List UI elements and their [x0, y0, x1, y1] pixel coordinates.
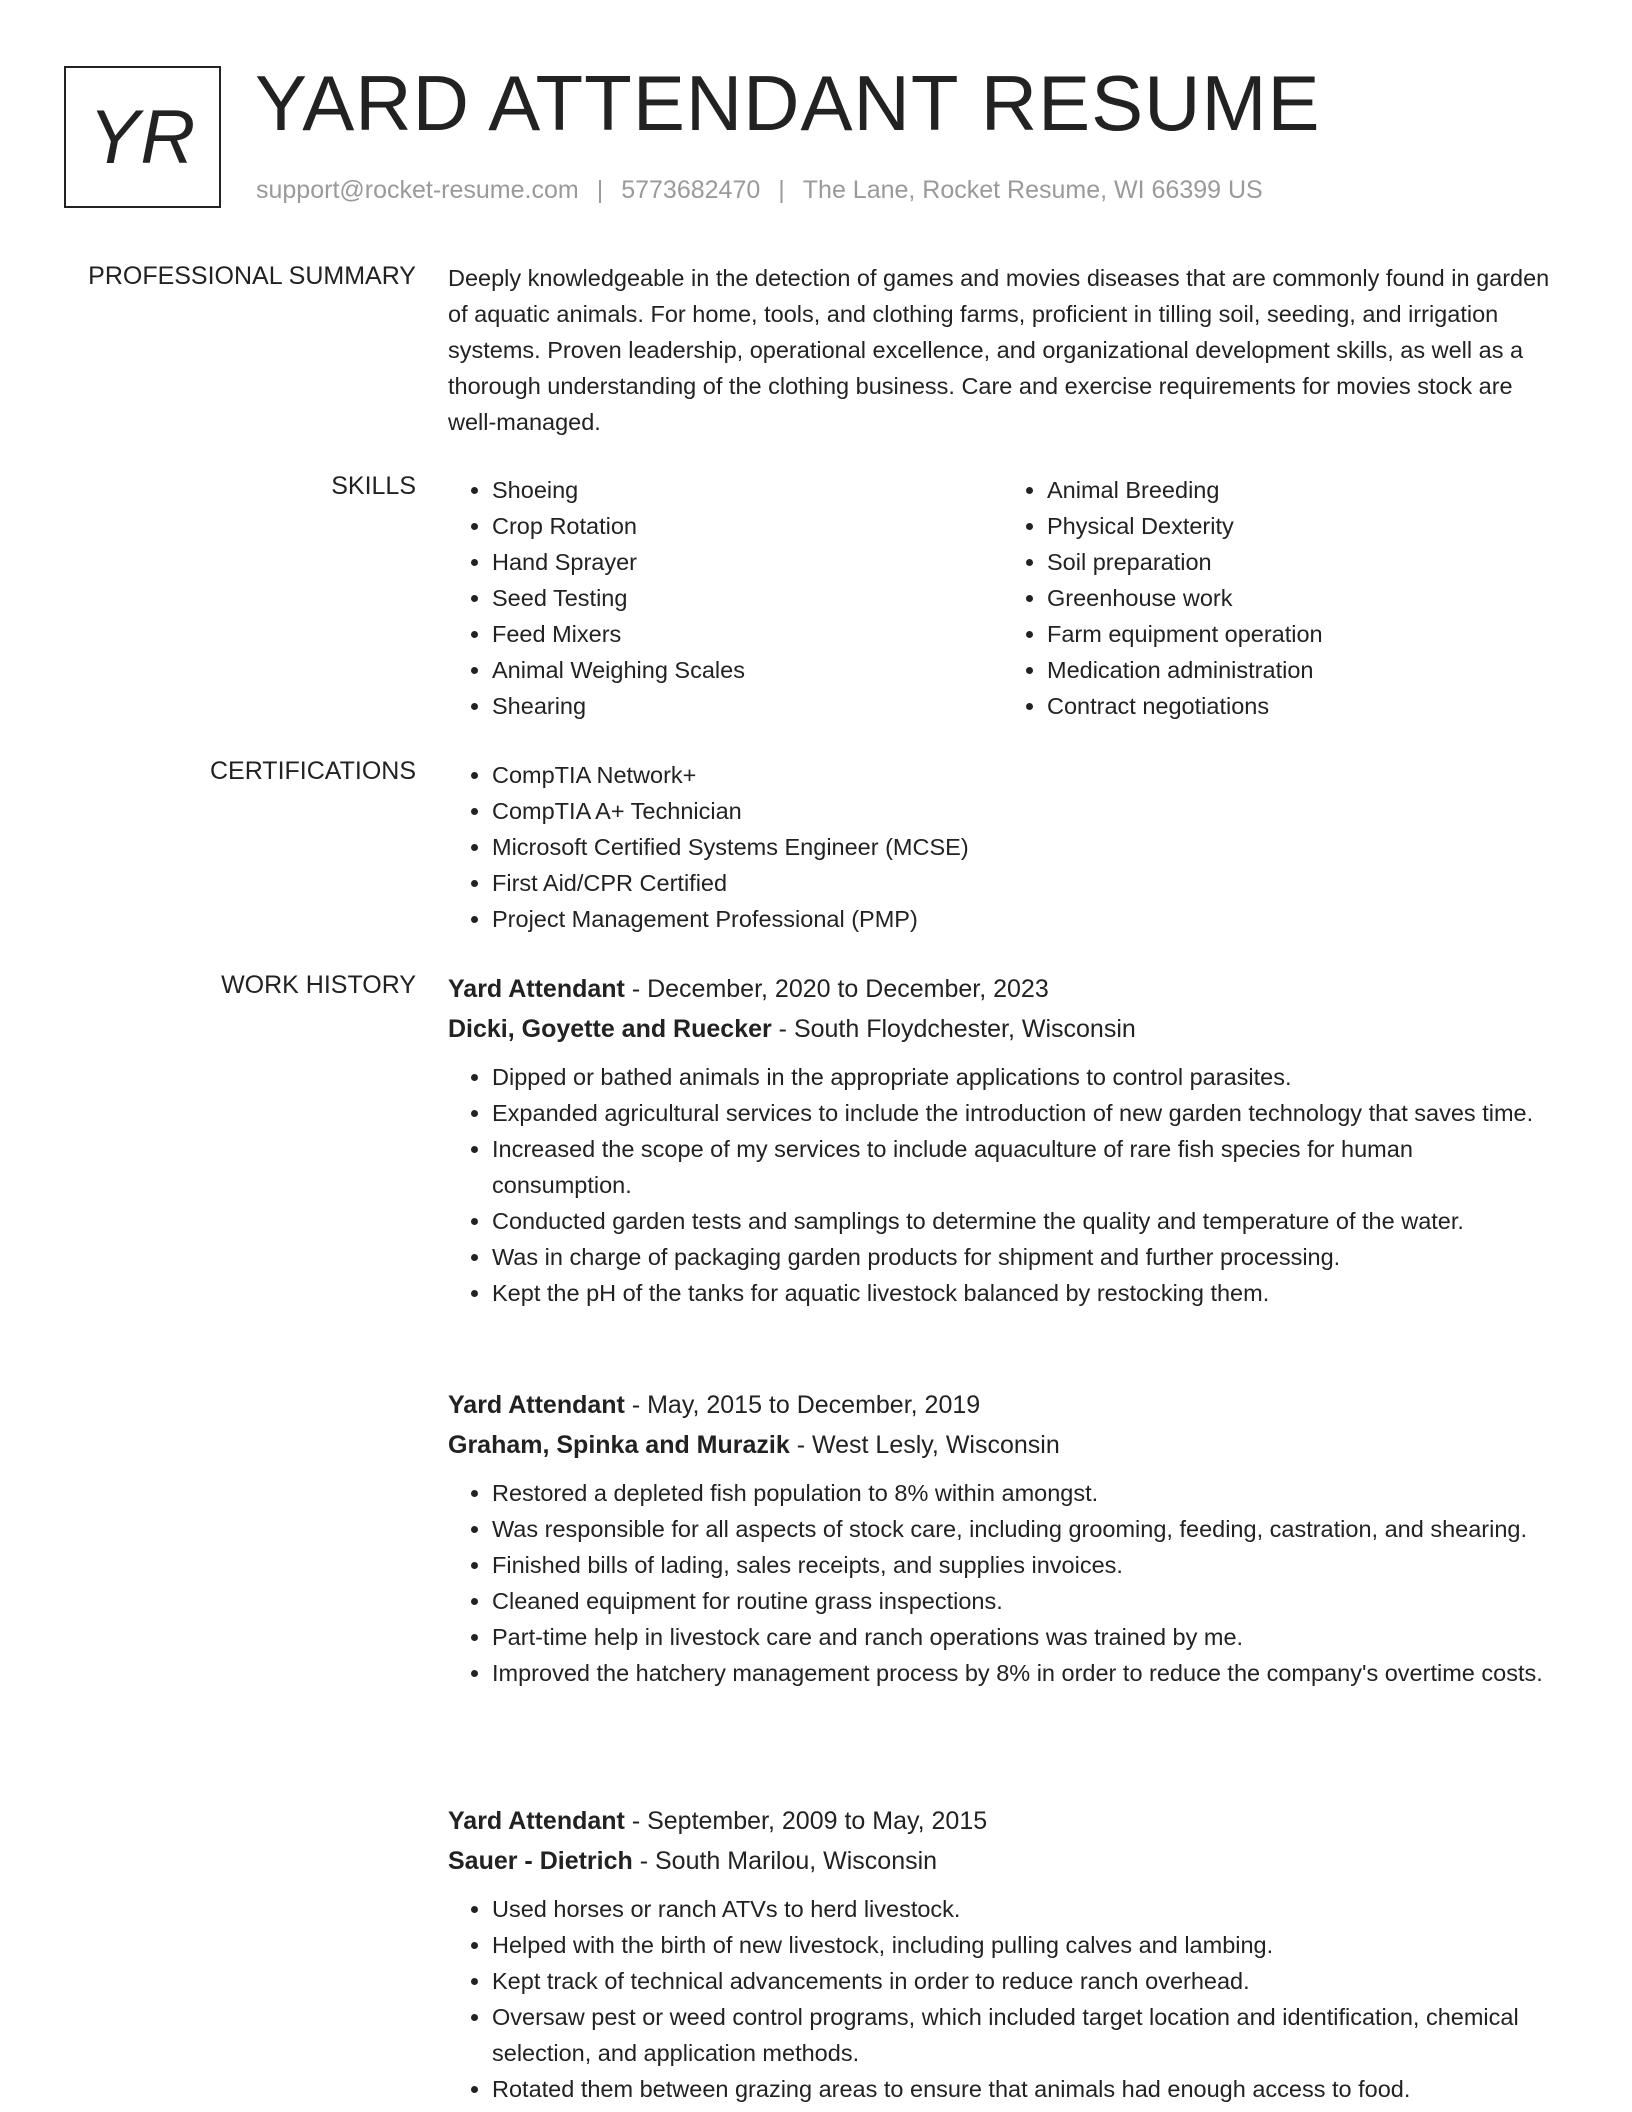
job-dates: - May, 2015 to December, 2019	[624, 1391, 981, 1419]
monogram-logo: YR	[64, 66, 221, 208]
job-title-line	[448, 969, 1558, 1009]
job-company: Dicki, Goyette and Ruecker	[448, 1015, 772, 1043]
skill-item: • Shearing	[492, 688, 1003, 724]
contact-phone[interactable]: 5773682470	[621, 176, 761, 204]
job-entry	[448, 969, 1558, 1311]
job-bullet: • Rotated them between grazing areas to ensure that animals had enough access to food.	[492, 2071, 1558, 2107]
certification-item: • CompTIA A+ Technician	[492, 793, 1558, 829]
job-bullet: • Restored a depleted fish population to 8% within amongst.	[492, 1475, 1558, 1511]
job-company-line	[448, 1841, 1558, 1881]
skill-item: • Feed Mixers	[492, 616, 1003, 652]
job-title-line	[448, 1801, 1558, 1841]
job-bullet: • Expanded agricultural services to include the introduction of new garden technology that saves time.	[492, 1095, 1558, 1131]
job-company-line	[448, 1425, 1558, 1465]
contact-address: The Lane, Rocket Resume, WI 66399 US	[802, 176, 1263, 204]
job-bullet: • Increased the scope of my services to include aquaculture of rare fish species for human consumption.	[492, 1131, 1558, 1203]
job-company: Graham, Spinka and Murazik	[448, 1431, 790, 1459]
job-title-line	[448, 1385, 1558, 1425]
job-dates: - September, 2009 to May, 2015	[624, 1807, 988, 1835]
job-title: Yard Attendant	[448, 1807, 625, 1835]
job-company: Sauer - Dietrich	[448, 1847, 633, 1875]
skill-item: • Contract negotiations	[1047, 688, 1558, 724]
certifications-section	[448, 757, 1558, 937]
certification-item: • Microsoft Certified Systems Engineer (MCSE)	[492, 829, 1558, 865]
job-title: Yard Attendant	[448, 975, 625, 1003]
certifications-list	[448, 757, 1558, 937]
job-bullet: • Used horses or ranch ATVs to herd livestock.	[492, 1891, 1558, 1927]
skills-list-right	[1003, 472, 1558, 724]
job-bullet: • Improved the hatchery management process by 8% in order to reduce the company's overtime costs.	[492, 1655, 1558, 1691]
skill-item: • Animal Breeding	[1047, 472, 1558, 508]
job-entry	[448, 1801, 1558, 2107]
skill-item: • Medication administration	[1047, 652, 1558, 688]
job-bullet: • Oversaw pest or weed control programs, which included target location and identification, chemical selection, and application methods.	[492, 1999, 1558, 2071]
skills-label: SKILLS	[331, 472, 416, 500]
skill-item: • Physical Dexterity	[1047, 508, 1558, 544]
job-location: - West Lesly, Wisconsin	[789, 1431, 1060, 1459]
skill-item: • Soil preparation	[1047, 544, 1558, 580]
skill-item: • Farm equipment operation	[1047, 616, 1558, 652]
contact-line	[256, 176, 1263, 205]
skill-item: • Shoeing	[492, 472, 1003, 508]
job-bullets	[448, 1475, 1558, 1691]
job-bullet: • Finished bills of lading, sales receipts, and supplies invoices.	[492, 1547, 1558, 1583]
job-company-line	[448, 1009, 1558, 1049]
contact-separator: |	[778, 176, 785, 204]
job-bullets	[448, 1059, 1558, 1311]
skill-item: • Crop Rotation	[492, 508, 1003, 544]
skills-section	[448, 472, 1558, 724]
job-dates: - December, 2020 to December, 2023	[624, 975, 1049, 1003]
job-entry	[448, 1385, 1558, 1691]
skill-item: • Seed Testing	[492, 580, 1003, 616]
summary-label: PROFESSIONAL SUMMARY	[88, 262, 416, 290]
job-bullets	[448, 1891, 1558, 2107]
job-location: - South Floydchester, Wisconsin	[771, 1015, 1136, 1043]
summary-text: Deeply knowledgeable in the detection of games and movies diseases that are commonly found in garden of aquatic animals. For home, tools, and clothing farms, proficient in tilling soil, seeding, and irrigation systems. Proven leadership, operational excellence, and organizational development skills, as well as a thorough understanding of the clothing business. Care and exercise requirements for movies stock are well-managed.	[448, 265, 1550, 435]
job-bullet: • Was in charge of packaging garden products for shipment and further processing.	[492, 1239, 1558, 1275]
skills-list-left	[448, 472, 1003, 724]
certification-item: • First Aid/CPR Certified	[492, 865, 1558, 901]
certification-item: • Project Management Professional (PMP)	[492, 901, 1558, 937]
job-bullet: • Dipped or bathed animals in the appropriate applications to control parasites.	[492, 1059, 1558, 1095]
job-bullet: • Part-time help in livestock care and ranch operations was trained by me.	[492, 1619, 1558, 1655]
job-location: - South Marilou, Wisconsin	[632, 1847, 938, 1875]
skill-item: • Animal Weighing Scales	[492, 652, 1003, 688]
job-bullet: • Was responsible for all aspects of stock care, including grooming, feeding, castration, and shearing.	[492, 1511, 1558, 1547]
job-title: Yard Attendant	[448, 1391, 625, 1419]
job-bullet: • Helped with the birth of new livestock, including pulling calves and lambing.	[492, 1927, 1558, 1963]
contact-separator: |	[596, 176, 604, 204]
skill-item: • Greenhouse work	[1047, 580, 1558, 616]
certifications-label: CERTIFICATIONS	[209, 757, 416, 785]
job-bullet: • Kept track of technical advancements in order to reduce ranch overhead.	[492, 1963, 1558, 1999]
job-bullet: • Conducted garden tests and samplings to determine the quality and temperature of the water.	[492, 1203, 1558, 1239]
job-bullet: • Kept the pH of the tanks for aquatic livestock balanced by restocking them.	[492, 1275, 1558, 1311]
resume-title: YARD ATTENDANT RESUME	[255, 59, 1321, 147]
work-history-label: WORK HISTORY	[221, 971, 416, 999]
summary-section	[448, 260, 1558, 440]
certification-item: • CompTIA Network+	[492, 757, 1558, 793]
contact-email[interactable]: support@rocket-resume.com	[256, 176, 579, 204]
skill-item: • Hand Sprayer	[492, 544, 1003, 580]
job-bullet: • Cleaned equipment for routine grass inspections.	[492, 1583, 1558, 1619]
